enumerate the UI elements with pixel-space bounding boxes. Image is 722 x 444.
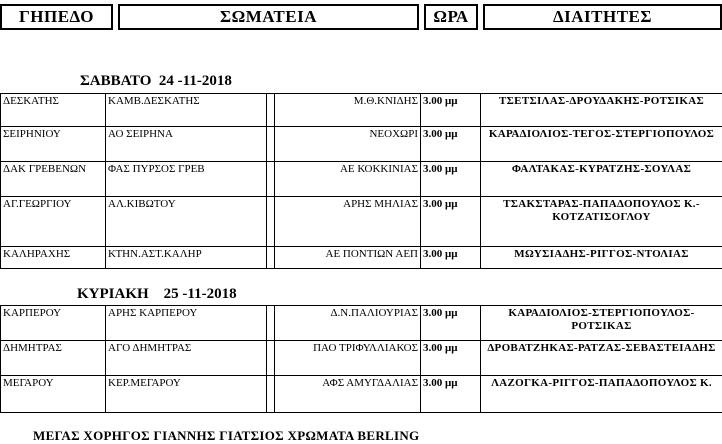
table-row [1, 94, 722, 127]
header-referees [483, 4, 722, 30]
table-row [1, 247, 722, 269]
table-row [1, 197, 722, 247]
venue-cell: ΔΑΚ ΓΡΕΒΕΝΩΝ [1, 162, 106, 197]
table-row [1, 376, 722, 413]
time-cell: 3.00 μμ [421, 94, 481, 127]
time-cell: 3.00 μμ [421, 127, 481, 162]
home-team-cell: ΑΛ.ΚΙΒΩΤΟΥ [106, 197, 267, 247]
home-team-cell: ΑΡΗΣ ΚΑΡΠΕΡΟΥ [106, 306, 267, 341]
venue-cell: ΚΑΡΠΕΡΟΥ [1, 306, 106, 341]
referees-cell: ΤΣΑΚΣΤΑΡΑΣ-ΠΑΠΑΔΟΠΟΥΛΟΣ Κ.-ΚΟΤΖΑΤΙΣΟΓΛΟΥ [481, 197, 722, 247]
referees-cell: ΤΣΕΤΣΙΛΑΣ-ΔΡΟΥΔΑΚΗΣ-ΡΟΤΣΙΚΑΣ [481, 94, 722, 127]
header-venue-label: ΓΗΠΕΔΟ [19, 7, 94, 27]
home-team-cell: ΚΑΜΒ.ΔΕΣΚΑΤΗΣ [106, 94, 267, 127]
gap-cell [267, 197, 275, 247]
time-cell: 3.00 μμ [421, 197, 481, 247]
gap-cell [267, 247, 275, 269]
header-time-label: ΩΡΑ [433, 7, 468, 27]
time-cell: 3.00 μμ [421, 341, 481, 376]
home-team-cell: ΚΕΡ.ΜΕΓΑΡΟΥ [106, 376, 267, 413]
table-row [1, 306, 722, 341]
header-referees-label: ΔΙΑΙΤΗΤΕΣ [553, 7, 652, 27]
away-team-cell: ΑΦΣ ΑΜΥΓΔΑΛΙΑΣ [275, 376, 421, 413]
away-team-cell: ΑΕ ΠΟΝΤΙΩΝ ΑΕΠ [275, 247, 421, 269]
fixtures-table-sunday [0, 305, 722, 413]
away-team-cell: ΑΡΗΣ ΜΗΛΙΑΣ [275, 197, 421, 247]
venue-cell: ΚΑΛΗΡΑΧΗΣ [1, 247, 106, 269]
header-teams [118, 4, 419, 30]
away-team-cell: ΑΕ ΚΟΚΚΙΝΙΑΣ [275, 162, 421, 197]
referees-cell: ΦΑΛΤΑΚΑΣ-ΚΥΡΑΤΖΗΣ-ΣΟΥΛΑΣ [481, 162, 722, 197]
gap-cell [267, 306, 275, 341]
home-team-cell: ΑΓΟ ΔΗΜΗΤΡΑΣ [106, 341, 267, 376]
table-row [1, 162, 722, 197]
venue-cell: ΑΓ.ΓΕΩΡΓΙΟΥ [1, 197, 106, 247]
table-row [1, 341, 722, 376]
venue-cell: ΔΕΣΚΑΤΗΣ [1, 94, 106, 127]
venue-cell: ΜΕΓΑΡΟΥ [1, 376, 106, 413]
referees-cell: ΔΡΟΒΑΤΖΗΚΑΣ-ΡΑΤΖΑΣ-ΣΕΒΑΣΤΕΙΑΔΗΣ [481, 341, 722, 376]
gap-cell [267, 94, 275, 127]
time-cell: 3.00 μμ [421, 306, 481, 341]
referees-cell: ΚΑΡΑΔΙΟΛΙΟΣ-ΤΕΓΟΣ-ΣΤΕΡΓΙΟΠΟΥΛΟΣ [481, 127, 722, 162]
away-team-cell: Μ.Θ.ΚΝΙΔΗΣ [275, 94, 421, 127]
home-team-cell: ΦΑΣ ΠΥΡΣΟΣ ΓΡΕΒ [106, 162, 267, 197]
referees-cell: ΜΩΥΣΙΑΔΗΣ-ΡΙΓΓΟΣ-ΝΤΟΛΙΑΣ [481, 247, 722, 269]
time-cell: 3.00 μμ [421, 247, 481, 269]
gap-cell [267, 341, 275, 376]
day-title-saturday: ΣΑΒΒΑΤΟ 24 -11-2018 [80, 73, 232, 90]
day-title-sunday: ΚΥΡΙΑΚΗ 25 -11-2018 [77, 286, 237, 303]
header-teams-label: ΣΩΜΑΤΕΙΑ [220, 7, 317, 27]
away-team-cell: ΠΑΟ ΤΡΙΦΥΛΛΙΑΚΟΣ [275, 341, 421, 376]
gap-cell [267, 162, 275, 197]
time-cell: 3.00 μμ [421, 376, 481, 413]
header-venue [0, 4, 113, 30]
referees-cell: ΚΑΡΑΔΙΟΛΙΟΣ-ΣΤΕΡΓΙΟΠΟΥΛΟΣ-ΡΟΤΣΙΚΑΣ [481, 306, 722, 341]
table-row [1, 127, 722, 162]
header-time [424, 4, 478, 30]
home-team-cell: ΚΤΗΝ.ΑΣΤ.ΚΑΛΗΡ [106, 247, 267, 269]
referees-cell: ΛΑΖΟΓΚΑ-ΡΙΓΓΟΣ-ΠΑΠΑΔΟΠΟΥΛΟΣ Κ. [481, 376, 722, 413]
sponsor-text: ΜΕΓΑΣ ΧΟΡΗΓΟΣ ΓΙΑΝΝΗΣ ΓΙΑΤΣΙΟΣ ΧΡΩΜΑΤΑ BERLING [33, 428, 419, 444]
gap-cell [267, 127, 275, 162]
fixtures-table-saturday [0, 93, 722, 269]
away-team-cell: ΝΕΟΧΩΡΙ [275, 127, 421, 162]
venue-cell: ΣΕΙΡΗΝΙΟΥ [1, 127, 106, 162]
venue-cell: ΔΗΜΗΤΡΑΣ [1, 341, 106, 376]
gap-cell [267, 376, 275, 413]
time-cell: 3.00 μμ [421, 162, 481, 197]
away-team-cell: Δ.Ν.ΠΑΛΙΟΥΡΙΑΣ [275, 306, 421, 341]
home-team-cell: ΑΟ ΣΕΙΡΗΝΑ [106, 127, 267, 162]
